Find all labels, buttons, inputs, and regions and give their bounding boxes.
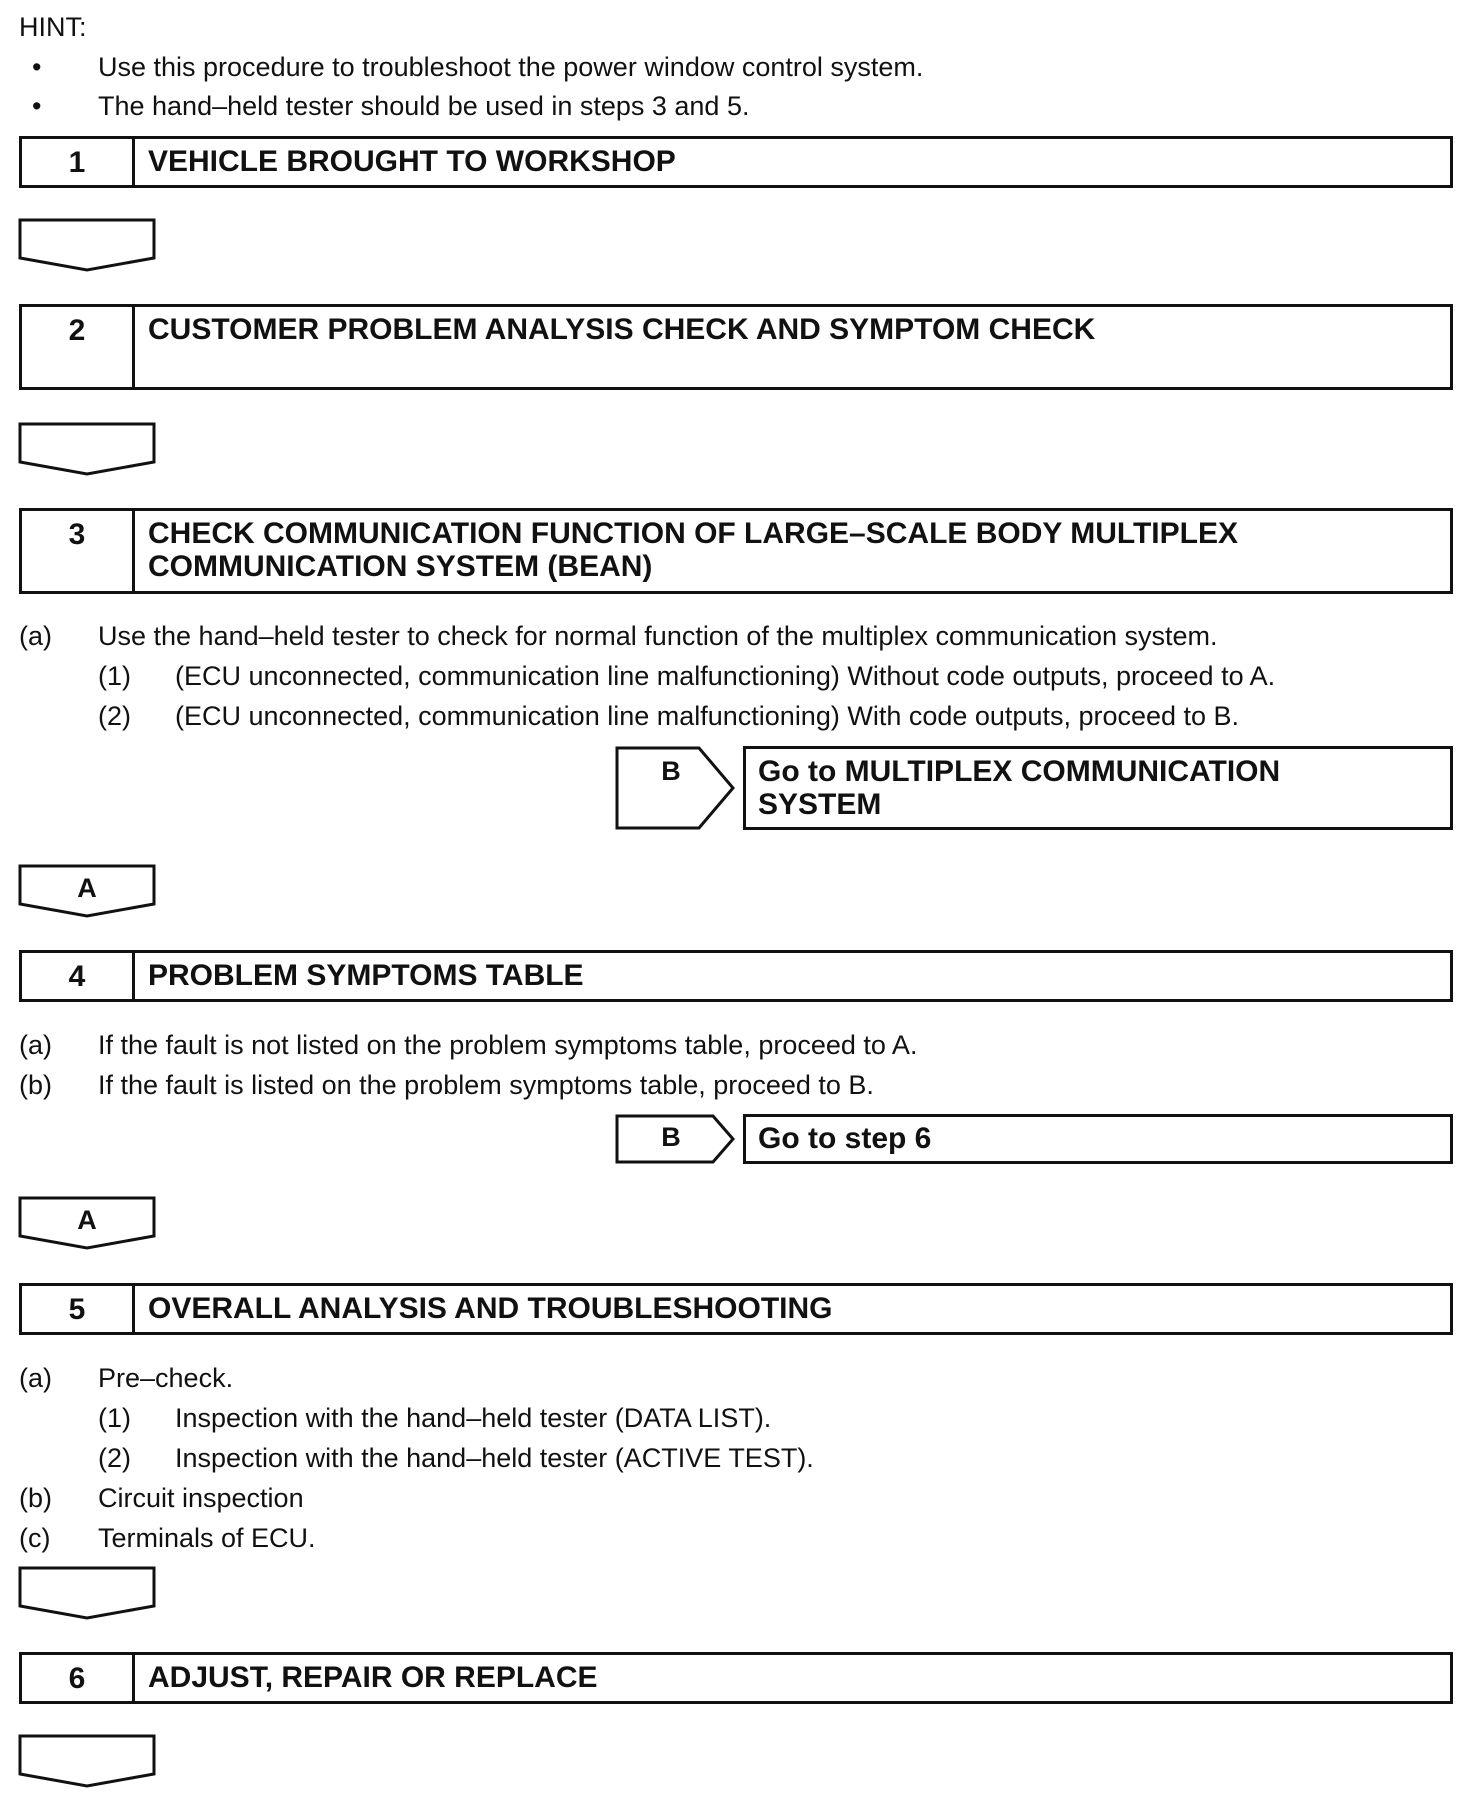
step-3-branch-tag [615, 746, 735, 830]
down-arrow-icon [18, 1566, 156, 1620]
flow-arrow-4 [18, 1196, 156, 1250]
step-5-box [19, 1283, 1453, 1335]
step-4-branch-tag [615, 1114, 735, 1164]
step-4-branch-label: B [661, 1122, 681, 1152]
hint-item-2: The hand–held tester should be used in steps 3 and 5. [98, 91, 750, 121]
step-3-branch-label: B [661, 756, 681, 786]
step-5-c-text: Terminals of ECU. [98, 1523, 316, 1553]
step-4-branch-target [743, 1114, 1453, 1164]
step-6-title: ADJUST, REPAIR OR REPLACE [148, 1661, 598, 1694]
step-3-branch-text-line-2: SYSTEM [758, 788, 882, 821]
step-3-a-marker: (a) [19, 621, 52, 651]
step-5-sub-2-marker: (2) [98, 1443, 131, 1473]
step-4-title: PROBLEM SYMPTOMS TABLE [148, 959, 584, 992]
flow-arrow-3 [18, 864, 156, 918]
step-3-branch-text-line-1: Go to MULTIPLEX COMMUNICATION [758, 755, 1281, 788]
flow-arrow-3-label: A [77, 873, 97, 903]
step-5-sub-1-text: Inspection with the hand–held tester (DATA LIST). [175, 1403, 772, 1433]
step-3-sub-2-marker: (2) [98, 701, 131, 731]
step-5-c-marker: (c) [19, 1523, 51, 1553]
hint-bullet-2: • [32, 91, 42, 121]
step-3-title-line-2: COMMUNICATION SYSTEM (BEAN) [148, 550, 653, 583]
flow-arrow-2 [18, 422, 156, 476]
step-4-branch-text: Go to step 6 [758, 1122, 932, 1155]
down-arrow-icon [18, 1734, 156, 1788]
down-arrow-icon [18, 422, 156, 476]
step-3-branch-target [743, 746, 1453, 830]
step-4-a-text: If the fault is not listed on the problem symptoms table, proceed to A. [98, 1030, 918, 1060]
flow-arrow-5 [18, 1566, 156, 1620]
step-2-title: CUSTOMER PROBLEM ANALYSIS CHECK AND SYMPTOM CHECK [148, 313, 1096, 346]
hint-label: HINT: [19, 12, 87, 42]
step-4-b-text: If the fault is listed on the problem symptoms table, proceed to B. [98, 1070, 874, 1100]
step-5-title: OVERALL ANALYSIS AND TROUBLESHOOTING [148, 1292, 833, 1325]
step-1-number: 1 [22, 139, 135, 185]
step-3-sub-1-marker: (1) [98, 661, 131, 691]
step-3-title [148, 517, 1438, 583]
flow-arrow-1 [18, 218, 156, 272]
step-2-box [19, 304, 1453, 390]
down-arrow-icon [18, 218, 156, 272]
flow-arrow-4-label: A [77, 1205, 97, 1235]
step-3-sub-2-text: (ECU unconnected, communication line malfunctioning) With code outputs, proceed to B. [175, 701, 1240, 731]
step-3-sub-1-text: (ECU unconnected, communication line malfunctioning) Without code outputs, proceed to A. [175, 661, 1276, 691]
step-5-sub-1-marker: (1) [98, 1403, 131, 1433]
step-2-number: 2 [22, 307, 135, 387]
step-1-title: VEHICLE BROUGHT TO WORKSHOP [148, 145, 676, 178]
step-5-a-marker: (a) [19, 1363, 52, 1393]
step-3-title-line-1: CHECK COMMUNICATION FUNCTION OF LARGE–SCALE BODY MULTIPLEX [148, 517, 1238, 550]
hint-item-1: Use this procedure to troubleshoot the power window control system. [98, 52, 924, 82]
step-5-b-text: Circuit inspection [98, 1483, 304, 1513]
step-5-a-text: Pre–check. [98, 1363, 234, 1393]
step-5-sub-2-text: Inspection with the hand–held tester (ACTIVE TEST). [175, 1443, 814, 1473]
step-6-box [19, 1652, 1453, 1704]
hint-bullet-1: • [32, 52, 42, 82]
step-6-number: 6 [22, 1655, 135, 1701]
step-3-box [19, 508, 1453, 594]
step-3-a-text: Use the hand–held tester to check for normal function of the multiplex communication system. [98, 621, 1218, 651]
step-1-box [19, 136, 1453, 188]
step-5-number: 5 [22, 1286, 135, 1332]
step-4-b-marker: (b) [19, 1070, 52, 1100]
flow-arrow-6 [18, 1734, 156, 1788]
step-4-a-marker: (a) [19, 1030, 52, 1060]
step-3-number: 3 [22, 511, 135, 591]
step-5-b-marker: (b) [19, 1483, 52, 1513]
step-4-number: 4 [22, 953, 135, 999]
step-4-box [19, 950, 1453, 1002]
